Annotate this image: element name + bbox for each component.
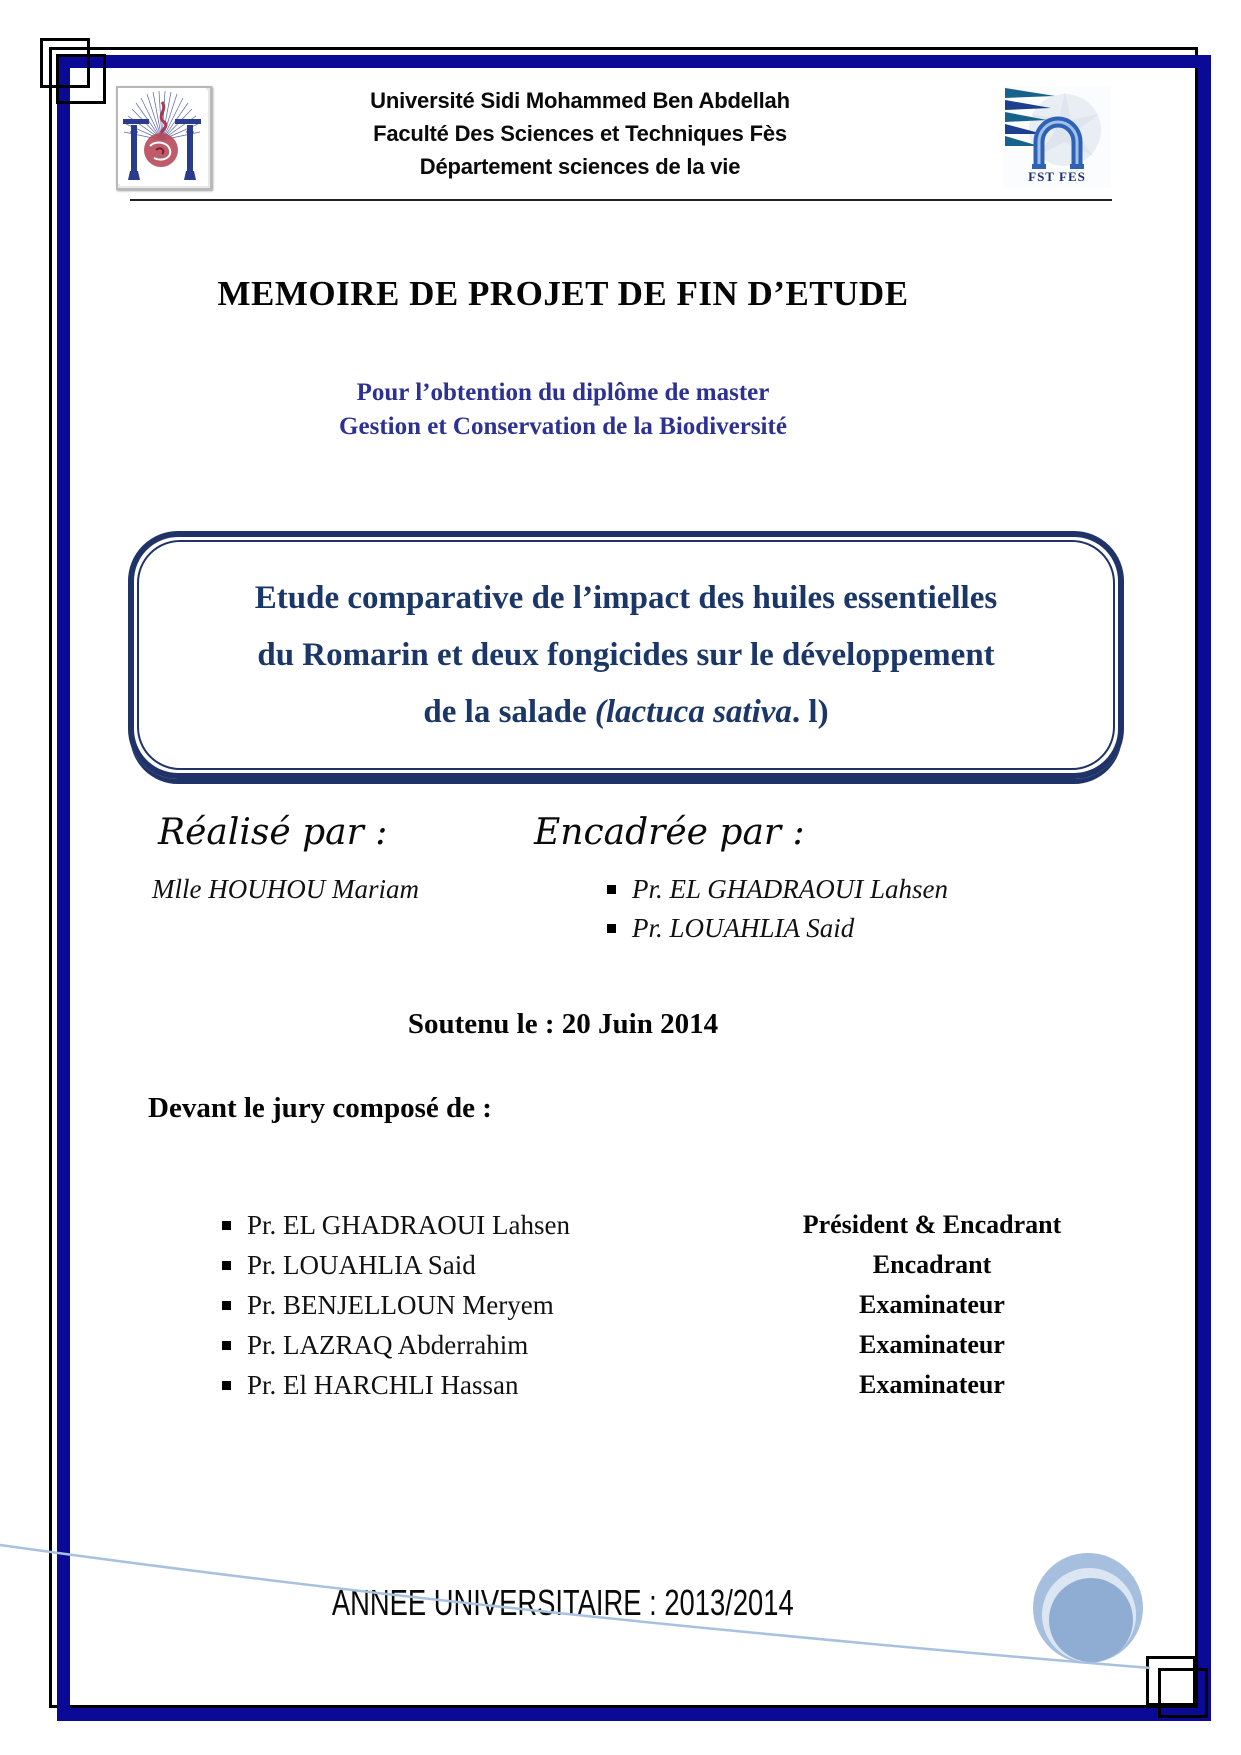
jury-name-text: Pr. El HARCHLI Hassan <box>247 1369 519 1400</box>
jury-heading: Devant le jury composé de : <box>148 1092 492 1124</box>
jury-name-text: Pr. BENJELLOUN Meryem <box>247 1289 554 1320</box>
corner-ornament <box>1158 1668 1208 1718</box>
header-faculty: Faculté Des Sciences et Techniques Fès <box>373 121 787 146</box>
thesis-title-line3-italic: (lactuca sativa <box>594 693 792 730</box>
thesis-title-line2: du Romarin et deux fongicides sur le développement <box>257 636 995 673</box>
jury-member-role: Président & Encadrant <box>802 1210 1062 1239</box>
fst-fes-caption: FST FES <box>1028 169 1086 184</box>
corner-ornament <box>56 54 106 104</box>
academic-year <box>0 1582 1126 1624</box>
jury-name-text: Pr. EL GHADRAOUI Lahsen <box>247 1209 570 1240</box>
diploma-line1: Pour l’obtention du diplôme de master <box>356 379 770 406</box>
inner-navy-frame <box>57 55 1211 1721</box>
realise-par-label: Réalisé par : <box>158 812 388 853</box>
jury-member-role: Examinateur <box>859 1290 1005 1319</box>
advisor-name: Pr. LOUAHLIA Said <box>632 913 855 943</box>
jury-member-role: Examinateur <box>859 1370 1005 1399</box>
memoire-title: MEMOIRE DE PROJET DE FIN D’ETUDE <box>217 274 909 313</box>
jury-member-role: Encadrant <box>872 1250 992 1279</box>
thesis-title-line3-end: . l) <box>791 693 829 730</box>
jury-name-text: Pr. LAZRAQ Abderrahim <box>247 1329 529 1360</box>
academic-year-text: ANNEE UNIVERSITAIRE : 2013/2014 <box>332 1582 794 1623</box>
header-university: Université Sidi Mohammed Ben Abdellah <box>370 88 790 113</box>
encadree-par-label: Encadrée par : <box>534 812 805 853</box>
defense-date: Soutenu le : 20 Juin 2014 <box>407 1008 719 1040</box>
thesis-title-line1: Etude comparative de l’impact des huiles essentielles <box>254 579 998 616</box>
diploma-line2: Gestion et Conservation de la Biodiversité <box>339 413 787 440</box>
advisor-name: Pr. EL GHADRAOUI Lahsen <box>632 874 948 904</box>
header-department: Département sciences de la vie <box>419 154 741 179</box>
thesis-title-line3-normal: de la salade <box>423 693 595 730</box>
author-name: Mlle HOUHOU Mariam <box>152 874 419 904</box>
jury-name-text: Pr. LOUAHLIA Said <box>247 1249 476 1280</box>
jury-member-role: Examinateur <box>859 1330 1005 1359</box>
